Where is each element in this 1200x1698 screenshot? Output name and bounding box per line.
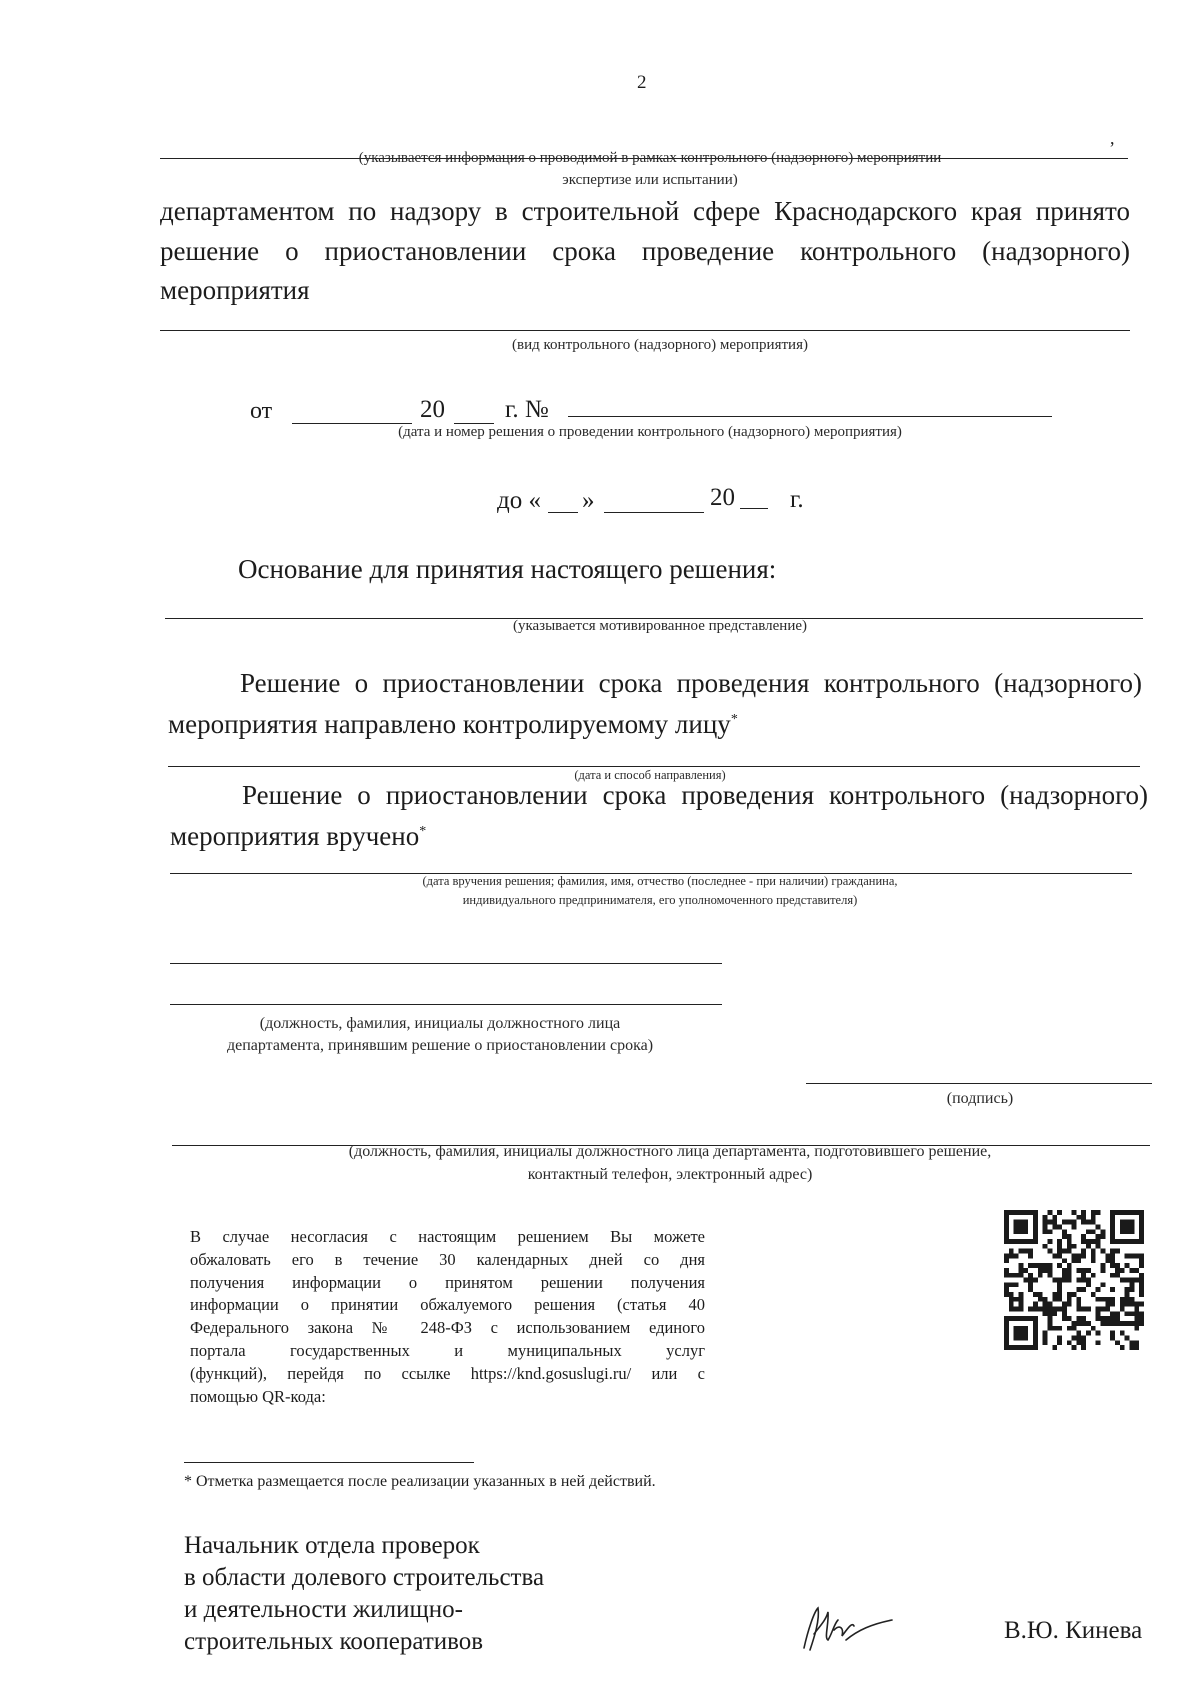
- date-caption: (дата и номер решения о проведении контрольного (надзорного) мероприятия): [398, 424, 902, 440]
- handed-caption-line2: индивидуального предпринимателя, его уполномоченного представителя): [462, 893, 858, 907]
- appeal-note-line: (функций), перейдя по ссылке https://knd.gosuslugi.ru/ или с: [190, 1363, 705, 1383]
- page-number: 2: [637, 72, 647, 93]
- handed-caption-line1: (дата вручения решения; фамилия, имя, отчество (последнее - при наличии) гражданина,: [422, 874, 898, 888]
- sent-line2-text: мероприятия направлено контролируемому лицу: [168, 709, 731, 739]
- official-blank-line2: [170, 1004, 722, 1005]
- from-label: от: [250, 398, 273, 424]
- signatory-line: строительных кооперативов: [184, 1628, 484, 1655]
- handed-asterisk: *: [419, 824, 427, 839]
- from-year-prefix: 20: [420, 396, 445, 423]
- official-caption-line2: департамента, принявшим решение о приостановлении срока): [226, 1037, 654, 1054]
- comma-mark: ,: [1110, 128, 1115, 148]
- until-label: до «: [497, 487, 541, 514]
- from-year-suffix: г. №: [505, 396, 549, 423]
- sent-blank-line: [168, 766, 1140, 767]
- official-caption-line1: (должность, фамилия, инициалы должностного лица: [259, 1015, 621, 1032]
- basis-heading: Основание для принятия настоящего решения:: [238, 554, 777, 584]
- signature-blank-line: [806, 1083, 1152, 1084]
- sent-line1: Решение о приостановлении срока проведения контрольного (надзорного): [240, 668, 1142, 698]
- appeal-note-line: получения информации о принятом решении получения: [190, 1272, 705, 1292]
- handed-line1: Решение о приостановлении срока проведения контрольного (надзорного): [242, 780, 1148, 810]
- top-caption-line1: (указывается информация о проводимой в рамках контрольного (надзорного) мероприятии: [358, 150, 942, 166]
- signatory-line: и деятельности жилищно-: [184, 1596, 463, 1623]
- signatory-line: Начальник отдела проверок: [184, 1532, 480, 1559]
- appeal-note-line: помощью QR-кода:: [190, 1386, 326, 1406]
- appeal-note-line: В случае несогласия с настоящим решением Вы можете: [190, 1227, 705, 1246]
- until-quote-close: »: [582, 487, 595, 514]
- kind-caption: (вид контрольного (надзорного) мероприятия): [512, 337, 808, 353]
- main-text-line3: мероприятия: [160, 275, 310, 305]
- until-year-prefix: 20: [710, 484, 735, 511]
- official-blank-line1: [170, 963, 722, 964]
- qr-code-icon[interactable]: [1004, 1210, 1144, 1350]
- signature-caption: (подпись): [946, 1090, 1014, 1107]
- until-year-blank: [740, 508, 768, 509]
- signatory-name: В.Ю. Кинева: [1004, 1617, 1143, 1644]
- appeal-note: [190, 1226, 705, 1408]
- appeal-note-line: портала государственных и муниципальных услуг: [190, 1340, 705, 1360]
- signatory-block: [184, 1530, 544, 1658]
- decision-number-blank: [568, 416, 1052, 417]
- sent-caption: (дата и способ направления): [574, 768, 726, 782]
- appeal-note-line: информации о принятии обжалуемого решения (статья 40: [190, 1295, 705, 1315]
- preparer-caption-line1: (должность, фамилия, инициалы должностного лица департамента, подготовившего решение,: [348, 1143, 992, 1160]
- kind-blank-line: [160, 330, 1130, 331]
- sent-asterisk: *: [730, 712, 738, 727]
- until-year-suffix: г.: [790, 486, 804, 513]
- handed-line2-text: мероприятия вручено: [170, 821, 420, 851]
- until-month-blank: [604, 512, 704, 513]
- top-caption-line2: экспертизе или испытании): [562, 172, 738, 188]
- main-text-line1: департаментом по надзору в строительной сфере Краснодарского края принято: [160, 196, 1130, 226]
- sent-line2: [168, 709, 738, 740]
- handwritten-signature: [798, 1600, 898, 1656]
- basis-caption: (указывается мотивированное представление): [512, 618, 808, 634]
- until-day-blank: [548, 512, 578, 513]
- preparer-caption-line2: контактный телефон, электронный адрес): [527, 1166, 813, 1183]
- footnote-text: * Отметка размещается после реализации указанных в ней действий.: [184, 1473, 656, 1490]
- main-text-line2: решение о приостановлении срока проведение контрольного (надзорного): [160, 236, 1130, 266]
- footnote-separator: [184, 1462, 474, 1463]
- appeal-note-line: обжаловать его в течение 30 календарных дней со дня: [190, 1249, 705, 1269]
- handed-line2: [170, 821, 426, 852]
- appeal-note-line: Федерального закона № 248-ФЗ с использованием единого: [190, 1318, 705, 1338]
- signatory-line: в области долевого строительства: [184, 1564, 545, 1591]
